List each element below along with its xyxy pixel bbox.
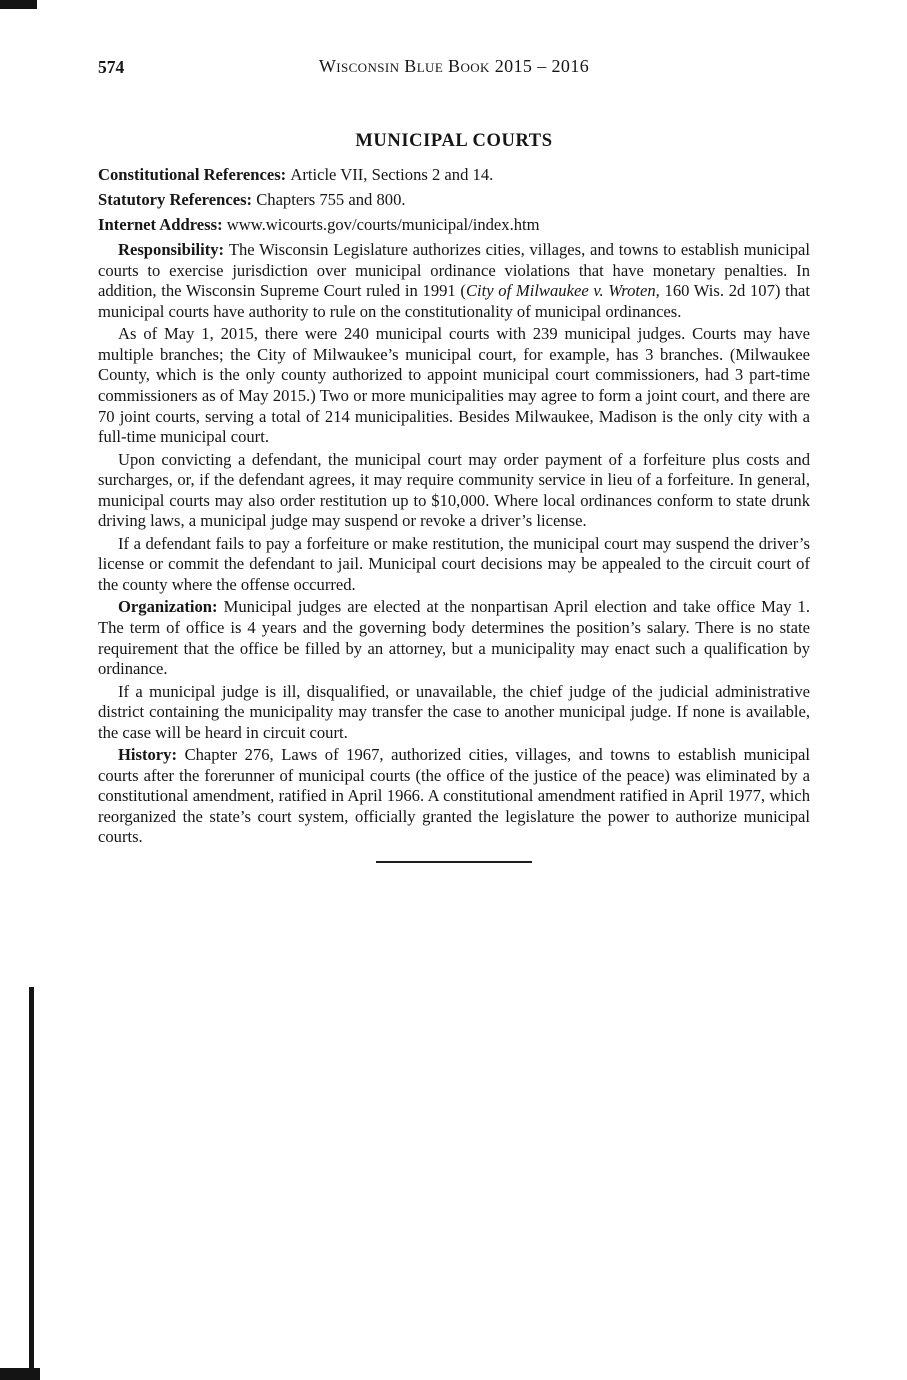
text-segment: Internet Address: [98,215,227,235]
paragraph [98,215,810,236]
text-segment: As of May 1, 2015, there were 240 municipal courts with 239 municipal judges. Courts may have multiple branches; the City of Milwaukee’s municipal court, for example, has 3 branches. (Milwaukee County, which is the only county authorized to appoint municipal court commissioners, had 3 part-time commissioners as of May 2015.) Two or more municipalities may agree to form a joint court, and there are 70 joint courts, serving a total of 214 municipalities. Besides Milwaukee, Madison is the only city with a full-time municipal court. [98,324,810,447]
text-segment: Constitutional References: [98,165,291,184]
paragraph [98,534,810,596]
page-header [98,56,810,80]
paragraph [98,450,810,532]
text-segment: Responsibility: [118,240,229,260]
text-segment: Chapters 755 and 800. [256,190,406,210]
article-body [98,165,810,848]
text-segment: Upon convicting a defendant, the municipal court may order payment of a forfeiture plus costs and surcharges, or, if the defendant agrees, it may require community service in lieu of a forfeiture. In general, municipal courts may also order restitution up to $10,000. Where local ordinances conform to state drunk driving laws, a municipal judge may suspend or revoke a driver’s license. [98,449,810,531]
article [98,131,810,863]
paragraph [98,597,810,679]
text-segment: The Wisconsin Legislature authorizes cities, villages, and towns to establish municipal courts to exercise jurisdiction over municipal ordinance violations that have monetary penalties. In addition, the Wisconsin Supreme Court ruled in 1991 ( [98,240,811,301]
paragraph [98,745,810,848]
scan-artifact-bottom-left [0,1368,40,1380]
running-title: Wisconsin Blue Book 2015 – 2016 [318,56,590,76]
paragraph [98,165,810,186]
text-segment: If a defendant fails to pay a forfeiture or make restitution, the municipal court may suspend the driver’s license or commit the defendant to jail. Municipal court decisions may be appealed to the circuit court of the county where the offense occurred. [98,533,810,594]
text-segment: Article VII, Sections 2 and 14. [290,165,494,184]
text-segment: Statutory References: [98,190,257,210]
text-segment: Chapter 276, Laws of 1967, authorized cities, villages, and towns to establish municipal courts after the forerunner of municipal courts (the office of the justice of the peace) was eliminated by a constitutional amendment, ratified in April 1966. A constitutional amendment ratified in April 1977, which reorganized the state’s court system, officially granted the legislature the power to authorize municipal courts. [98,745,810,847]
text-segment: City of Milwaukee v. Wroten, [465,281,660,301]
text-segment: Organization: [118,597,224,617]
paragraph [98,190,810,211]
section-divider [376,861,532,863]
text-segment: History: [118,745,185,765]
text-segment: Municipal judges are elected at the nonpartisan April election and take office May 1. The term of office is 4 years and the governing body determines the position’s salary. There is no state requirement that the office be filled by an attorney, but a municipality may enact such a qualification by ordinance. [98,597,810,679]
text-segment: 160 Wis. 2d 107) that municipal courts have authority to rule on the constitutionality of municipal ordinances. [98,281,810,321]
paragraph [98,324,810,447]
paragraph [98,682,810,744]
article-title: MUNICIPAL COURTS [355,131,553,151]
scan-artifact-left-bar [29,987,34,1380]
text-segment: www.wicourts.gov/courts/municipal/index.htm [226,215,540,235]
paragraph [98,240,810,322]
page-number: 574 [98,57,125,77]
scan-artifact-top-left [0,0,37,9]
text-segment: If a municipal judge is ill, disqualified, or unavailable, the chief judge of the judicial administrative district containing the municipality may transfer the case to another municipal judge. If none is available, the case will be heard in circuit court. [98,681,810,742]
